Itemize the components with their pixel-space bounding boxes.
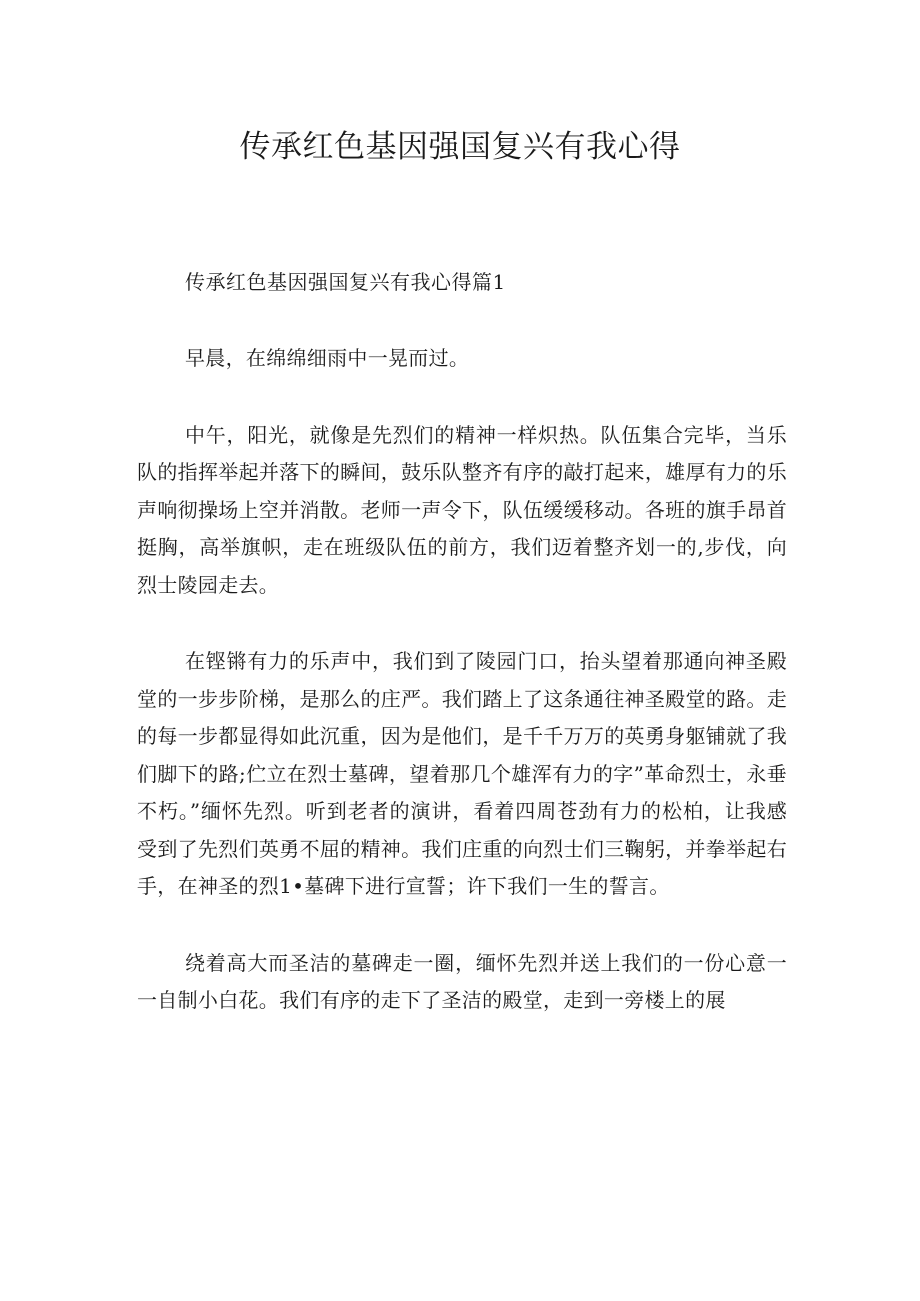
document-body bbox=[137, 262, 787, 1059]
section-heading: 传承红色基因强国复兴有我心得篇1 bbox=[185, 270, 506, 294]
document-title: 传承红色基因强国复兴有我心得 bbox=[239, 129, 681, 165]
paragraph-4: 绕着高大而圣洁的墓碑走一圈，缅怀先烈并送上我们的一份心意一一自制小白花。我们有序的走下了圣洁的殿堂，走到一旁楼上的展 bbox=[137, 950, 787, 1012]
paragraph-3: 在铿锵有力的乐声中，我们到了陵园门口，抬头望着那通向神圣殿堂的一步步阶梯，是那么的庄严。我们踏上了这条通往神圣殿堂的路。走的每一步都显得如此沉重，因为是他们，是千千万万的英勇身躯铺就了我们脚下的路;伫立在烈士墓碑，望着那几个雄浑有力的字”革命烈士，永垂不朽。”缅怀先烈。听到老者的演讲，看着四周苍劲有力的松柏，让我感受到了先烈们英勇不屈的精神。我们庄重的向烈士们三鞠躬，并拳举起右手，在神圣的烈1•墓碑下进行宣誓；许下我们一生的誓言。 bbox=[137, 649, 787, 898]
paragraph-1: 早晨，在绵绵细雨中一晃而过。 bbox=[185, 346, 470, 370]
paragraph-2: 中午，阳光，就像是先烈们的精神一样炽热。队伍集合完毕，当乐队的指挥举起并落下的瞬间，鼓乐队整齐有序的敲打起来，雄厚有力的乐声响彻操场上空并消散。老师一声令下，队伍缓缓移动。各班的旗手昂首挺胸，高举旗帜，走在班级队伍的前方，我们迈着整齐划一的,步伐，向烈士陵园走去。 bbox=[137, 422, 787, 597]
